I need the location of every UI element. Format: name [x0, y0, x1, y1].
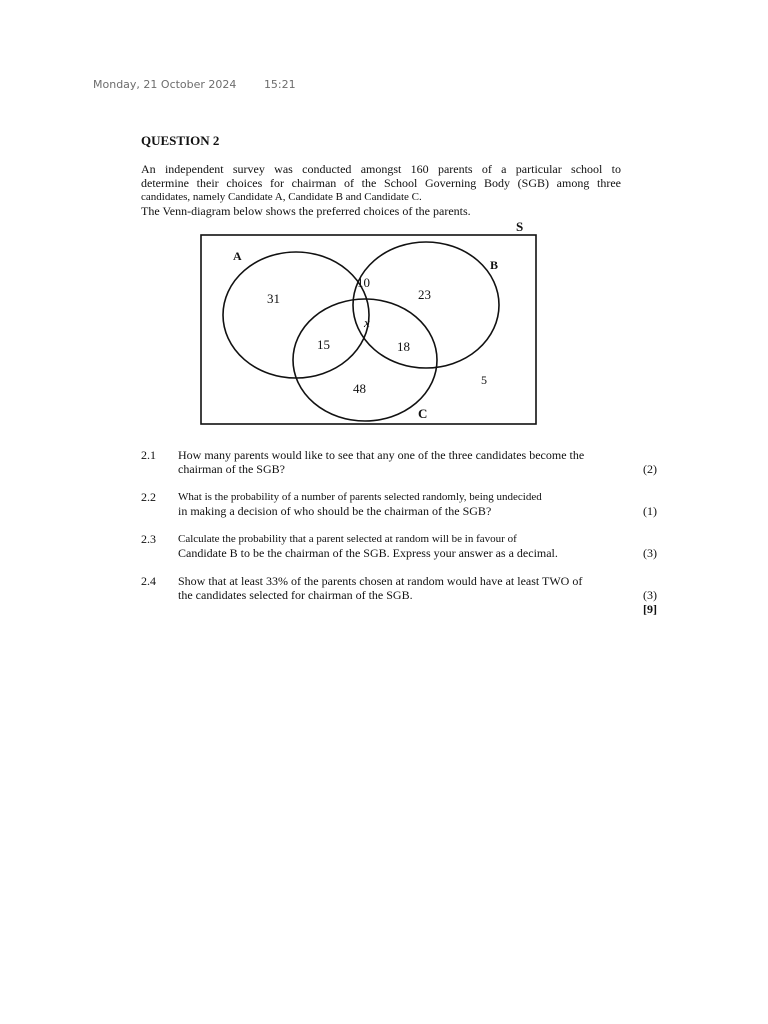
- sub-question-marks: (1): [643, 504, 657, 518]
- intro-line-4: The Venn-diagram below shows the preferred choices of the parents.: [141, 204, 471, 218]
- region-none: 5: [481, 373, 487, 387]
- note-timestamp: [93, 78, 296, 91]
- note-date: Monday, 21 October 2024: [93, 78, 237, 91]
- sub-question-line-2: in making a decision of who should be the chairman of the SGB?: [178, 504, 492, 518]
- note-time: 15:21: [263, 78, 296, 91]
- region-b-only: 23: [418, 287, 431, 302]
- sub-questions: [141, 448, 657, 616]
- set-b-label: B: [490, 258, 499, 272]
- region-all-three: x: [364, 315, 370, 330]
- intro-line-2: determine their choices for chairman of the School Governing Body (SGB) among three: [141, 176, 621, 190]
- total-marks: [9]: [643, 602, 657, 616]
- intro-line-3: candidates, namely Candidate A, Candidate B and Candidate C.: [141, 191, 422, 203]
- sub-question-line-1: Calculate the probability that a parent selected at random will be in favour of: [178, 533, 517, 545]
- question-intro: [141, 162, 621, 218]
- sub-question-line-2: chairman of the SGB?: [178, 462, 285, 476]
- sub-question-number: 2.2: [141, 490, 156, 504]
- region-a-and-b: 10: [357, 275, 370, 290]
- sub-question-line-2: the candidates selected for chairman of the SGB.: [178, 588, 413, 602]
- set-a-label: A: [233, 249, 242, 263]
- region-b-and-c: 18: [397, 339, 410, 354]
- sub-question-line-1: What is the probability of a number of parents selected randomly, being undecided: [178, 491, 542, 503]
- region-c-only: 48: [353, 381, 366, 396]
- region-a-and-c: 15: [317, 337, 330, 352]
- sub-question-marks: (3): [643, 546, 657, 560]
- region-a-only: 31: [267, 291, 280, 306]
- sub-question-number: 2.4: [141, 574, 156, 588]
- universal-set-label: S: [516, 219, 524, 234]
- intro-line-1: An independent survey was conducted amongst 160 parents of a particular school to: [141, 162, 621, 176]
- sub-question-marks: (2): [643, 462, 657, 476]
- set-c-label: C: [418, 406, 428, 421]
- sub-question: [141, 448, 657, 476]
- sub-question: [141, 532, 657, 560]
- sub-question-number: 2.1: [141, 448, 156, 462]
- sub-question: [141, 574, 657, 602]
- venn-diagram: [196, 218, 546, 430]
- sub-question-marks: (3): [643, 588, 657, 602]
- sub-question-number: 2.3: [141, 532, 156, 546]
- set-b-circle: [353, 242, 499, 368]
- question-title: QUESTION 2: [141, 133, 220, 148]
- set-a-circle: [223, 252, 369, 378]
- sub-question: [141, 490, 657, 518]
- sub-question-line-2: Candidate B to be the chairman of the SGB. Express your answer as a decimal.: [178, 546, 558, 560]
- sub-question-line-1: How many parents would like to see that any one of the three candidates become the: [178, 448, 585, 462]
- sub-question-line-1: Show that at least 33% of the parents chosen at random would have at least TWO of: [178, 574, 583, 588]
